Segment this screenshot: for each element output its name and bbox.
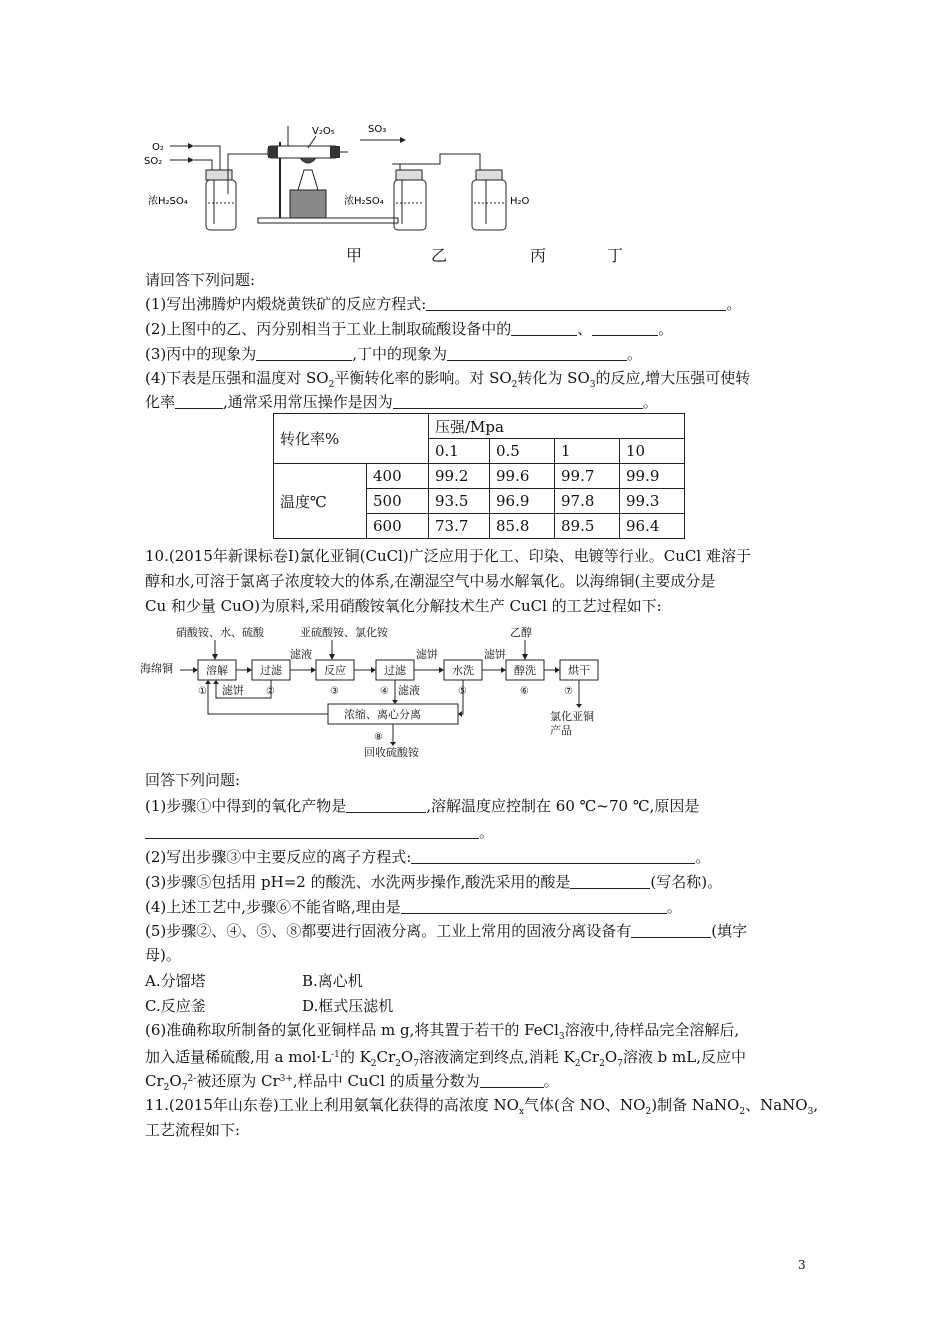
q10-part3: (3)步骤⑤包括用 pH=2 的酸洗、水洗两步操作,酸洗采用的酸是 (写名称)。 — [145, 873, 723, 891]
table-corner: 转化率% — [274, 414, 429, 464]
q10-part1-cont: 。 — [145, 821, 494, 843]
table-cell: 99.9 — [620, 464, 685, 489]
q9-part1: (1)写出沸腾炉内煅烧黄铁矿的反应方程式: 。 — [145, 295, 742, 313]
q10-line2: 醇和水,可溶于氯离子浓度较大的体系,在潮湿空气中易水解氧化。以海绵铜(主要成分是 — [145, 572, 716, 590]
apparatus-figure — [140, 118, 640, 268]
table-cell: 96.4 — [620, 514, 685, 539]
step-number: ⑤ — [458, 686, 467, 697]
step-number: ⑧ — [374, 732, 383, 743]
option-b: B.离心机 — [302, 972, 363, 990]
temp-value: 400 — [367, 464, 429, 489]
step-number: ⑦ — [564, 686, 573, 697]
table-cell: 89.5 — [555, 514, 620, 539]
conversion-table — [273, 413, 685, 539]
pressure-header: 压强/Mpa — [429, 414, 685, 439]
box-label: 过滤 — [384, 664, 406, 677]
table-cell: 93.5 — [429, 489, 490, 514]
step-number: ⑥ — [520, 686, 529, 697]
stream-label: 滤液 — [398, 684, 420, 697]
pressure-value: 1 — [555, 439, 620, 464]
conc-h2so4-left-label: 浓H₂SO₄ — [148, 196, 188, 207]
answer-blank[interactable] — [346, 798, 426, 813]
answer-blank[interactable] — [592, 321, 658, 336]
figure-label-jia: 甲 — [346, 246, 363, 265]
temp-value: 500 — [367, 489, 429, 514]
box-label: 水洗 — [452, 664, 474, 677]
q10-part6-line2: 加入适量稀硫酸,用 a $mol\cdot L^{-1}$的 $K_2Cr_2O_7$溶液滴定到终点,消耗 $K_2Cr_2O_7$溶液 b mL,反应中 — [145, 1048, 746, 1069]
start-material: 海绵铜 — [140, 662, 173, 675]
q9-part2: (2)上图中的乙、丙分别相当于工业上制取硫酸设备中的 、 。 — [145, 320, 674, 338]
q9-part4-line2: 化率 ,通常采用常压操作是因为 。 — [145, 393, 658, 411]
figure-label-bing: 丙 — [530, 246, 547, 265]
q11-line2: 工艺流程如下: — [145, 1121, 241, 1139]
q10-line1: 10.(2015年新课标卷Ⅰ)氯化亚铜(CuCl)广泛应用于化工、印染、电镀等行业。CuCl 难溶于 — [145, 547, 751, 565]
v2o5-label: V₂O₅ — [312, 126, 335, 137]
q10-part6-line3: $Cr_2O_7^{2-}$被还原为 $Cr^{3+}$,样品中 CuCl 的质量分数为 。 — [145, 1072, 559, 1093]
answer-blank[interactable] — [175, 394, 223, 409]
answer-blank[interactable] — [256, 346, 352, 361]
box-label: 烘干 — [568, 664, 590, 677]
answer-blank[interactable] — [401, 899, 667, 914]
table-cell: 99.6 — [490, 464, 555, 489]
answer-blank[interactable] — [480, 1073, 544, 1088]
q10-part1: (1)步骤①中得到的氧化产物是 ,溶解温度应控制在 60 ℃~70 ℃,原因是 — [145, 797, 700, 815]
product-label: 产品 — [550, 724, 572, 737]
box-label: 浓缩、离心分离 — [344, 708, 421, 721]
box-label: 反应 — [324, 664, 346, 677]
table-row — [274, 464, 685, 489]
option-a: A.分馏塔 — [145, 972, 206, 990]
reagent-label-1: 硝酸铵、水、硫酸 — [176, 626, 264, 639]
figure-label-yi: 乙 — [431, 246, 448, 265]
table-cell: 97.8 — [555, 489, 620, 514]
q11-line1: 11.(2015年山东卷)工业上利用氨氧化获得的高浓度 $NO_x$气体(含 NO、$NO_2$)制备 NaNO$_2$、NaNO$_3$, — [145, 1096, 819, 1117]
product-label: 氯化亚铜 — [550, 710, 594, 723]
so2-label: SO₂ — [144, 156, 163, 167]
page-number: 3 — [798, 1258, 806, 1272]
answer-blank[interactable] — [426, 296, 726, 311]
so3-label: SO₃ — [368, 124, 387, 135]
table-cell: 85.8 — [490, 514, 555, 539]
q10-part2: (2)写出步骤③中主要反应的离子方程式: 。 — [145, 848, 711, 866]
table-cell: 99.7 — [555, 464, 620, 489]
step-number: ① — [198, 686, 207, 697]
stream-label: 滤饼 — [222, 684, 244, 697]
box-label: 溶解 — [206, 664, 228, 677]
stream-label: 滤饼 — [416, 648, 438, 661]
answer-blank[interactable] — [411, 849, 695, 864]
q10-answer-intro: 回答下列问题: — [145, 771, 241, 789]
table-cell: 99.2 — [429, 464, 490, 489]
pressure-value: 10 — [620, 439, 685, 464]
option-d: D.框式压滤机 — [302, 997, 394, 1015]
q10-part6-line1: (6)准确称取所制备的氯化亚铜样品 m g,将其置于若干的 FeCl$_3$溶液中,待样品完全溶解后, — [145, 1021, 740, 1042]
q9-part3: (3)丙中的现象为 ,丁中的现象为 。 — [145, 345, 643, 363]
reagent-label-2: 亚硫酸铵、氯化铵 — [300, 626, 388, 639]
temp-header: 温度℃ — [274, 464, 367, 539]
option-c: C.反应釜 — [145, 997, 206, 1015]
stream-label: 回收硫酸铵 — [364, 746, 419, 759]
q9-part4-line1: (4)下表是压强和温度对 $SO_2$平衡转化率的影响。对 $SO_2$转化为 $SO_3$的反应,增大压强可使转 — [145, 369, 751, 390]
answer-blank[interactable] — [447, 346, 627, 361]
step-number: ④ — [380, 686, 389, 697]
o2-label: O₂ — [152, 142, 164, 153]
q9-intro: 请回答下列问题: — [145, 271, 256, 289]
box-label: 过滤 — [260, 664, 282, 677]
q10-line3: Cu 和少量 CuO)为原料,采用硝酸铵氧化分解技术生产 CuCl 的工艺过程如下: — [145, 597, 662, 615]
step-number: ② — [266, 686, 275, 697]
box-label: 醇洗 — [514, 664, 536, 677]
table-cell: 73.7 — [429, 514, 490, 539]
temp-value: 600 — [367, 514, 429, 539]
process-flowchart — [140, 620, 760, 765]
stream-label: 滤饼 — [484, 648, 506, 661]
answer-blank[interactable] — [145, 824, 479, 839]
answer-blank[interactable] — [393, 394, 643, 409]
pressure-value: 0.5 — [490, 439, 555, 464]
pressure-value: 0.1 — [429, 439, 490, 464]
q10-part5: (5)步骤②、④、⑤、⑧都要进行固液分离。工业上常用的固液分离设备有 (填字 — [145, 922, 748, 940]
q10-part5-cont: 母)。 — [145, 946, 181, 964]
figure-label-ding: 丁 — [607, 246, 624, 265]
answer-blank[interactable] — [631, 923, 711, 938]
table-cell: 99.3 — [620, 489, 685, 514]
step-number: ③ — [330, 686, 339, 697]
conc-h2so4-right-label: 浓H₂SO₄ — [344, 196, 384, 207]
stream-label: 滤液 — [290, 648, 312, 661]
q10-part4: (4)上述工艺中,步骤⑥不能省略,理由是 。 — [145, 898, 682, 916]
answer-blank[interactable] — [570, 874, 650, 889]
h2o-label: H₂O — [510, 196, 530, 207]
answer-blank[interactable] — [511, 321, 577, 336]
reagent-label-3: 乙醇 — [510, 626, 532, 639]
table-cell: 96.9 — [490, 489, 555, 514]
